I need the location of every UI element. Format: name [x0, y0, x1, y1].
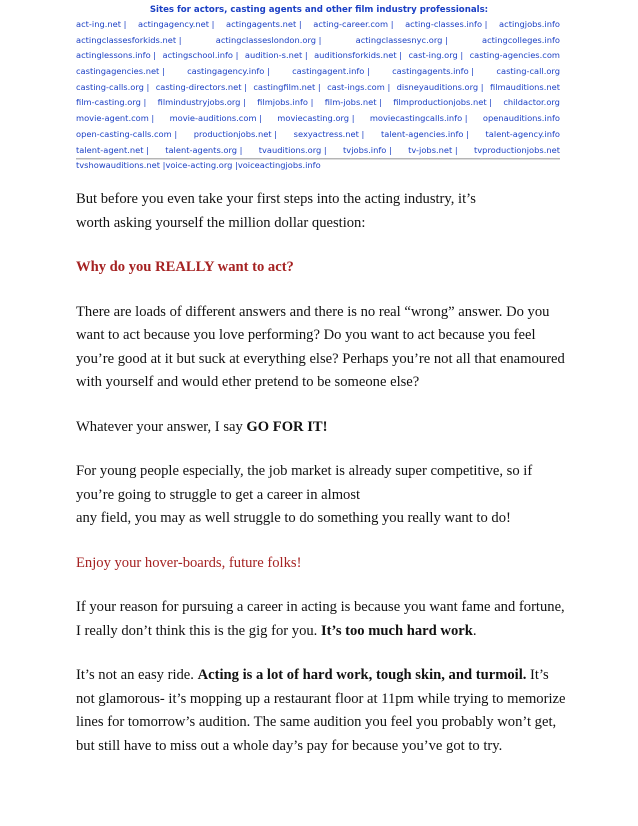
link-item — [470, 48, 560, 64]
link-item — [356, 33, 448, 49]
link-item — [165, 143, 242, 159]
link-item — [393, 95, 492, 111]
divider-rule — [76, 158, 560, 160]
link-item — [405, 17, 487, 33]
link-row — [76, 64, 560, 80]
link-separator: | — [240, 97, 246, 108]
link-item — [292, 64, 370, 80]
site-link[interactable]: film-casting.org — [76, 97, 141, 108]
intro-line-2: worth asking yourself the million dollar question: — [76, 214, 366, 231]
link-item — [490, 80, 560, 96]
link-separator: | — [388, 19, 394, 29]
link-separator: | — [463, 128, 469, 139]
site-link[interactable]: moviecasting.org — [277, 113, 350, 124]
site-link[interactable]: actinglessons.info — [76, 50, 151, 61]
link-separator: | — [160, 160, 166, 171]
site-link[interactable]: tvauditions.org — [258, 144, 322, 155]
link-separator: | — [233, 50, 239, 61]
link-item — [76, 80, 149, 96]
site-link[interactable]: movie-agent.com — [76, 113, 149, 124]
site-link[interactable]: filmindustryjobs.org — [157, 97, 241, 108]
link-separator: | — [237, 144, 243, 155]
link-item — [76, 64, 165, 80]
fame-line-2-end: . — [472, 622, 477, 639]
job-market-line-3: any field, you may as well struggle to do something you really want to do! — [76, 510, 511, 526]
site-link[interactable]: childactor.org — [503, 97, 560, 108]
hoverboards-line: Enjoy your hover-boards, future folks! — [76, 554, 302, 571]
fame-line-2 — [76, 620, 576, 644]
site-link[interactable]: act-ing.net — [76, 19, 121, 29]
link-separator: | — [468, 66, 475, 77]
link-separator: | — [482, 19, 488, 29]
link-item — [76, 111, 154, 127]
go-for-it-emphasis: GO FOR IT! — [246, 418, 328, 435]
link-row — [76, 17, 560, 33]
link-row — [76, 80, 560, 96]
link-item — [259, 143, 327, 159]
link-separator: | — [150, 50, 157, 61]
go-for-it-lead: Whatever your answer, I say — [76, 418, 247, 435]
link-separator: | — [321, 144, 327, 155]
link-separator: | — [386, 144, 392, 155]
easy-ride-end: It’s — [526, 667, 549, 683]
site-link[interactable]: actingschool.info — [162, 50, 234, 61]
link-item — [76, 158, 165, 174]
link-item — [277, 111, 354, 127]
link-separator: | — [232, 160, 238, 171]
link-separator: | — [396, 50, 403, 61]
site-link[interactable]: casting-calls.org — [76, 81, 144, 92]
link-item — [381, 127, 469, 143]
site-link[interactable]: casting-directors.net — [155, 81, 242, 92]
site-links-list — [76, 17, 560, 174]
site-link[interactable]: auditionsforkids.net — [314, 50, 397, 61]
site-link[interactable]: filmjobs.info — [257, 97, 308, 108]
site-link[interactable]: voiceactingjobs.info — [237, 160, 321, 171]
site-link[interactable]: talent-agencies.info — [380, 128, 464, 139]
link-item — [76, 33, 182, 49]
link-row — [76, 111, 560, 127]
link-separator: | — [256, 113, 262, 124]
link-item — [496, 64, 560, 80]
site-link[interactable]: actingcolleges.info — [481, 34, 560, 45]
link-item — [156, 80, 247, 96]
link-item — [313, 17, 393, 33]
site-link[interactable]: actingclassesnyc.org — [355, 34, 443, 45]
link-item — [483, 111, 560, 127]
link-separator: | — [349, 113, 355, 124]
site-link[interactable]: film-jobs.net — [324, 97, 377, 108]
link-item — [314, 48, 402, 64]
link-item — [216, 33, 322, 49]
link-separator: | — [264, 66, 270, 77]
link-item — [76, 127, 177, 143]
link-separator: | — [143, 81, 150, 92]
site-link[interactable]: movie-auditions.com — [169, 113, 257, 124]
site-link[interactable]: actingagency.net — [137, 19, 209, 29]
site-link[interactable]: actingclassesforkids.net — [76, 34, 177, 45]
link-separator: | — [296, 19, 302, 29]
link-item — [76, 95, 146, 111]
link-row — [76, 158, 560, 174]
fame-line-1: If your reason for pursuing a career in acting is because you want fame and fortune, — [76, 599, 565, 615]
link-separator: | — [307, 97, 314, 108]
link-row — [76, 48, 560, 64]
site-link[interactable]: moviecastingcalls.info — [369, 113, 463, 124]
site-link[interactable]: castingagency.info — [187, 66, 265, 77]
link-separator: | — [208, 19, 215, 29]
easy-ride-line-3: lines for tomorrow’s audition. The same audition you feel you probably won’t get, — [76, 714, 557, 730]
site-link[interactable]: filmproductionjobs.net — [393, 97, 487, 108]
easy-ride-line-4: but still have to miss out a whole day’s pay for because you’ve got to try. — [76, 737, 503, 754]
link-separator: | — [271, 128, 277, 139]
link-row — [76, 95, 560, 111]
site-link[interactable]: disneyauditions.org — [396, 81, 479, 92]
site-link[interactable]: audition-s.net — [244, 50, 303, 61]
link-separator: | — [148, 113, 155, 124]
link-separator: | — [316, 34, 322, 45]
answers-line-1: There are loads of different answers and there is no real “wrong” answer. Do you — [76, 303, 550, 320]
site-link[interactable]: actingjobs.info — [499, 19, 560, 29]
site-link[interactable]: talent-agents.org — [165, 144, 238, 155]
link-item — [503, 95, 560, 111]
link-item — [253, 80, 320, 96]
site-link[interactable]: cast-ings.com — [327, 81, 385, 92]
site-link[interactable]: talent-agent.net — [76, 144, 144, 155]
link-row — [76, 143, 560, 159]
link-separator: | — [442, 34, 448, 45]
site-link[interactable]: tvshowauditions.net — [76, 160, 160, 171]
article-body — [76, 188, 576, 758]
link-separator: | — [478, 81, 484, 92]
link-separator: | — [302, 50, 308, 61]
site-link[interactable]: voice-acting.org — [165, 160, 233, 171]
link-separator: | — [120, 19, 127, 29]
site-link[interactable]: casting-call.org — [496, 66, 560, 77]
site-link[interactable]: tv-jobs.net — [408, 144, 453, 155]
intro-line-1: But before you even take your first steps into the acting industry, it’s — [76, 191, 476, 207]
link-item — [194, 127, 277, 143]
link-separator: | — [143, 144, 149, 155]
link-item — [226, 17, 302, 33]
link-item — [238, 158, 321, 174]
site-link[interactable]: talent-agency.info — [485, 128, 560, 139]
site-link[interactable]: tvproductionjobs.net — [474, 144, 560, 155]
site-link[interactable]: open-casting-calls.com — [76, 128, 172, 139]
site-link[interactable]: filmauditions.net — [489, 81, 560, 92]
question-heading: Why do you REALLY want to act? — [76, 259, 294, 275]
answers-line-4: with yourself and would ether pretend to be someone else? — [76, 374, 420, 390]
link-separator: | — [452, 144, 458, 155]
go-for-it-paragraph — [76, 416, 576, 440]
link-separator: | — [457, 50, 464, 61]
sites-title: Sites for actors, casting agents and other film industry professionals: — [149, 5, 489, 15]
link-row — [76, 33, 560, 49]
link-separator: | — [462, 113, 468, 124]
link-separator: | — [358, 128, 365, 139]
link-separator: | — [486, 97, 493, 108]
easy-ride-line-2: not glamorous- it’s mopping up a restaurant floor at 11pm while trying to memorize — [76, 690, 566, 707]
site-link[interactable]: castingfilm.net — [253, 81, 316, 92]
link-item — [257, 95, 313, 111]
site-link[interactable]: acting-career.com — [313, 19, 389, 29]
link-item — [158, 95, 246, 111]
link-item — [408, 143, 458, 159]
job-market-line-2: you’re going to struggle to get a career in almost — [76, 486, 361, 503]
link-item — [392, 64, 474, 80]
easy-ride-lead: It’s not an easy ride. — [76, 667, 198, 683]
fame-line-2-emphasis: It’s too much hard work — [320, 622, 473, 639]
link-item — [294, 127, 365, 143]
link-item — [327, 80, 390, 96]
link-item — [165, 158, 237, 174]
link-separator: | — [315, 81, 321, 92]
site-link[interactable]: castingagencies.net — [76, 66, 160, 77]
link-item — [343, 143, 392, 159]
fame-line-2-lead: I really don’t think this is the gig for you. — [76, 622, 321, 639]
site-link[interactable]: acting-classes.info — [405, 19, 483, 29]
link-separator: | — [159, 66, 165, 77]
link-item — [474, 143, 560, 159]
link-item — [397, 80, 484, 96]
link-item — [162, 48, 238, 64]
link-item — [76, 48, 156, 64]
link-separator: | — [376, 97, 382, 108]
easy-ride-emphasis: Acting is a lot of hard work, tough skin, and turmoil. — [197, 667, 527, 683]
link-separator: | — [384, 81, 391, 92]
site-link[interactable]: sexyactress.net — [293, 128, 359, 139]
link-item — [170, 111, 262, 127]
link-item — [499, 17, 560, 33]
link-item — [187, 64, 270, 80]
link-item — [482, 33, 560, 49]
job-market-line-1: For young people especially, the job market is already super competitive, so if — [76, 463, 533, 479]
easy-ride-line-1 — [76, 664, 576, 688]
site-link[interactable]: actingagents.net — [225, 19, 297, 29]
link-item — [370, 111, 468, 127]
link-separator: | — [176, 34, 182, 45]
site-link[interactable]: actingclasseslondon.org — [215, 34, 316, 45]
link-item — [245, 48, 308, 64]
link-separator: | — [241, 81, 247, 92]
site-link[interactable]: castingagents.info — [392, 66, 469, 77]
link-item — [325, 95, 382, 111]
link-item — [138, 17, 214, 33]
site-link[interactable]: castingagent.info — [292, 66, 365, 77]
answers-line-3: you’re good at it but suck at everything else? Perhaps you’re not all that enamoured — [76, 350, 565, 367]
site-link[interactable]: productionjobs.net — [193, 128, 272, 139]
site-link[interactable]: tvjobs.info — [343, 144, 387, 155]
link-separator: | — [171, 128, 178, 139]
site-link[interactable]: casting-agencies.com — [469, 50, 560, 61]
link-item — [408, 48, 463, 64]
link-item — [486, 127, 560, 143]
site-link[interactable]: openauditions.info — [482, 113, 560, 124]
link-separator: | — [140, 97, 147, 108]
site-link[interactable]: cast-ing.org — [408, 50, 458, 61]
link-row — [76, 127, 560, 143]
link-separator: | — [364, 66, 370, 77]
answers-line-2: want to act because you love performing? Do you want to act because you feel — [76, 327, 536, 343]
link-item — [76, 143, 149, 159]
link-item — [76, 17, 126, 33]
